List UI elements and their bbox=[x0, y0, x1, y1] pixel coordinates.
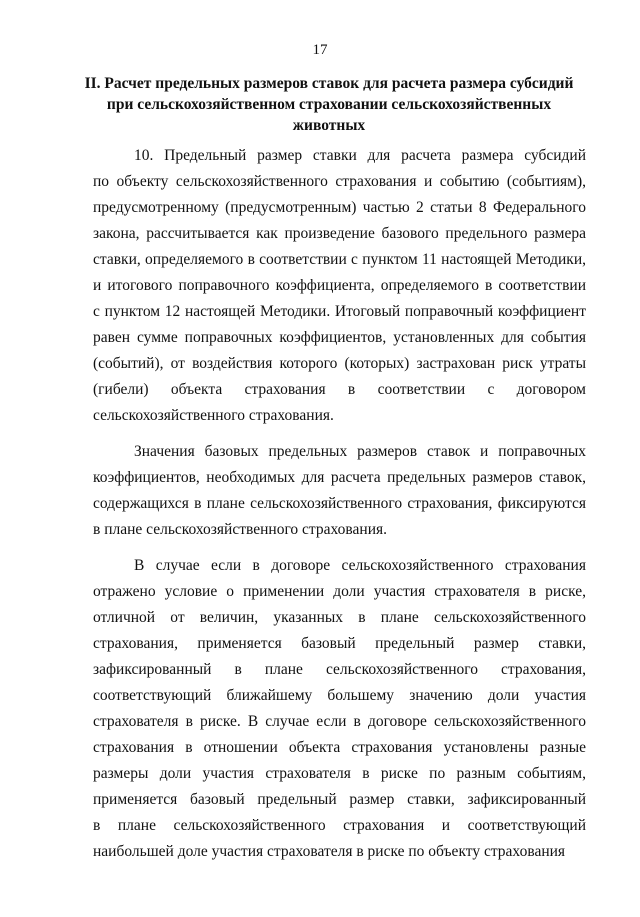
paragraph bbox=[93, 143, 586, 429]
section-title-line: II. Расчет предельных размеров ставок для расчета размера субсидий bbox=[84, 75, 574, 92]
text-line: отражено условие о применении доли участия страхователя в риске, bbox=[93, 583, 586, 600]
text-line: соответствующий ближайшему большему значению доли участия bbox=[93, 687, 586, 704]
text-line: отличной от величин, указанных в плане сельскохозяйственного bbox=[93, 609, 586, 626]
text-line: (гибели) объекта страхования в соответствии с договором bbox=[93, 381, 586, 398]
text-line: в плане сельскохозяйственного страхования. bbox=[93, 521, 388, 538]
body-text bbox=[93, 143, 586, 865]
text-line: содержащихся в плане сельскохозяйственного страхования, фиксируются bbox=[93, 495, 586, 512]
text-line: в плане сельскохозяйственного страхования и соответствующий bbox=[93, 817, 586, 834]
text-line: Значения базовых предельных размеров ставок и поправочных bbox=[134, 443, 586, 460]
text-line: зафиксированный в плане сельскохозяйственного страхования, bbox=[93, 661, 586, 678]
text-line: ставки, определяемого в соответствии с пунктом 11 настоящей Методики, bbox=[93, 251, 586, 268]
text-line: наибольшей доле участия страхователя в риске по объекту страхования bbox=[93, 843, 566, 860]
text-line: равен сумме поправочных коэффициентов, установленных для события bbox=[93, 329, 586, 346]
section-title-line: животных bbox=[292, 117, 366, 134]
page-number: 17 bbox=[312, 42, 328, 58]
section-title-line: при сельскохозяйственном страховании сельскохозяйственных bbox=[106, 96, 552, 113]
text-line: страхователя в риске. В случае если в договоре сельскохозяйственного bbox=[93, 713, 586, 730]
text-line: и итогового поправочного коэффициента, определяемого в соответствии bbox=[93, 277, 586, 294]
text-line: размеры доли участия страхователя в риске по разным событиям, bbox=[93, 765, 586, 782]
text-line: по объекту сельскохозяйственного страхования и событию (событиям), bbox=[93, 173, 586, 190]
section-title bbox=[78, 73, 580, 136]
text-line: с пунктом 12 настоящей Методики. Итоговый поправочный коэффициент bbox=[93, 303, 586, 320]
text-line: 10. Предельный размер ставки для расчета размера субсидий bbox=[134, 147, 586, 164]
paragraph bbox=[93, 439, 586, 543]
text-line: (событий), от воздействия которого (которых) застрахован риск утраты bbox=[93, 355, 586, 372]
paragraph bbox=[93, 553, 586, 865]
text-line: применяется базовый предельный размер ставки, зафиксированный bbox=[93, 791, 586, 808]
text-line: страхования, применяется базовый предельный размер ставки, bbox=[93, 635, 586, 652]
text-line: В случае если в договоре сельскохозяйственного страхования bbox=[134, 557, 586, 574]
text-line: коэффициентов, необходимых для расчета предельных размеров ставок, bbox=[93, 469, 586, 486]
text-line: страхования в отношении объекта страхования установлены разные bbox=[93, 739, 586, 756]
text-line: сельскохозяйственного страхования. bbox=[93, 407, 334, 424]
text-line: закона, рассчитывается как произведение базового предельного размера bbox=[93, 225, 586, 242]
text-line: предусмотренному (предусмотренным) частью 2 статьи 8 Федерального bbox=[93, 199, 586, 216]
